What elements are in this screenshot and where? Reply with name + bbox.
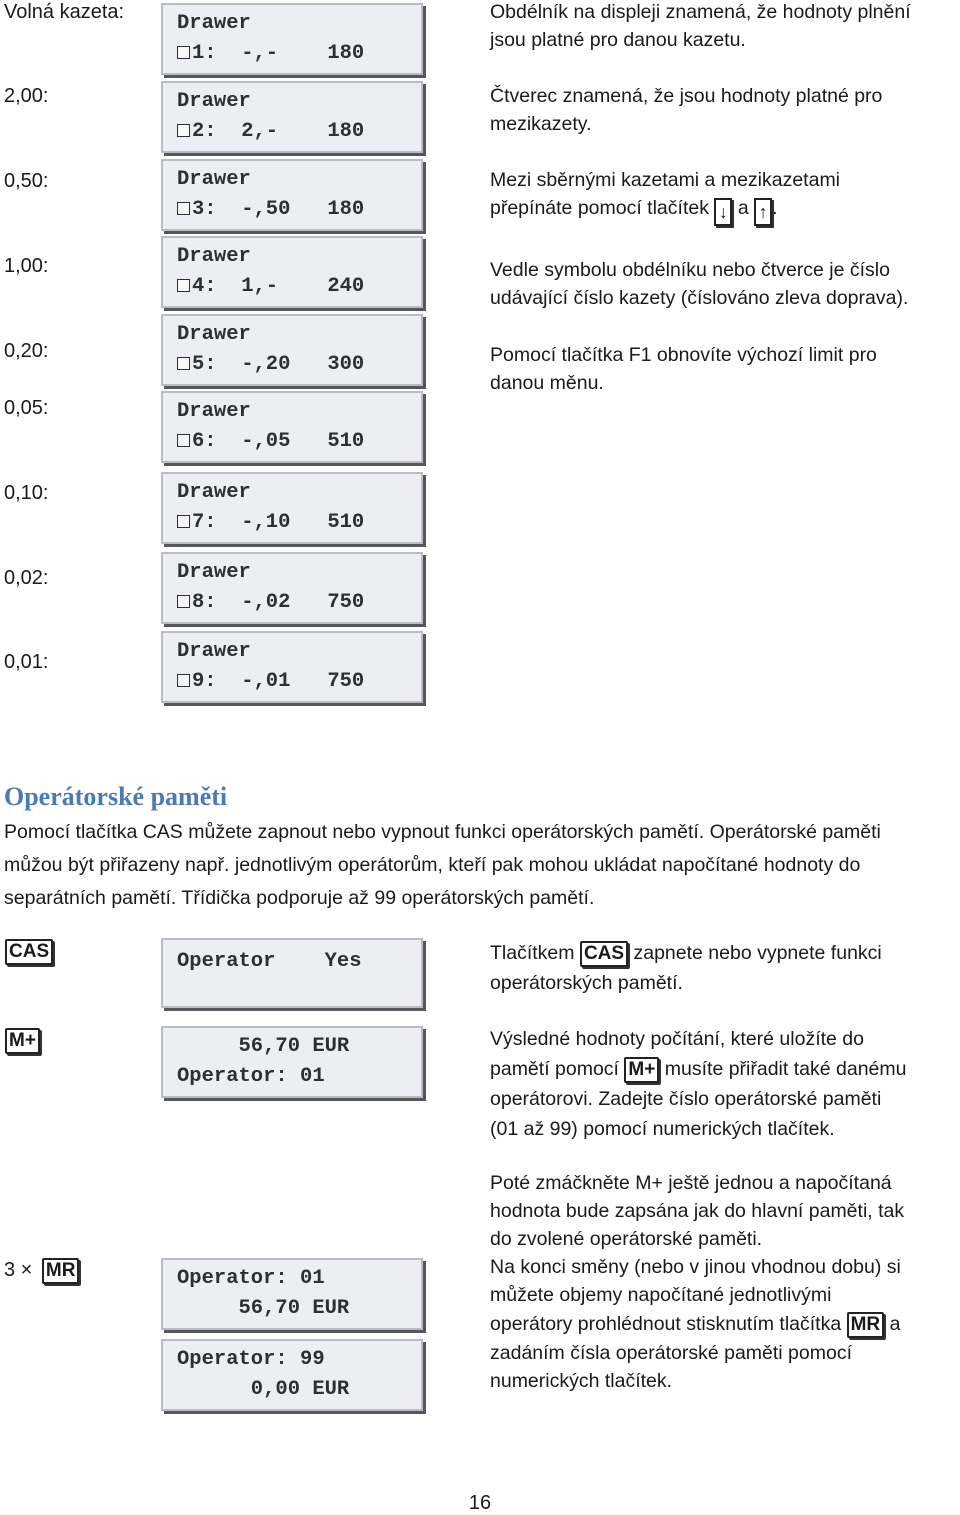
square-icon (177, 357, 190, 370)
display-line: 1: -,- 180 (192, 42, 365, 65)
note-number: Vedle symbolu obdélníku nebo čtverce je číslo udávající číslo kazety (číslováno zleva doprava). (490, 259, 909, 309)
cassette-label: 1,00: (4, 255, 49, 277)
drawer-display-2 (161, 81, 423, 153)
explanation-cas: Tlačítkem CAS zapnete nebo vypnete funkci operátorských pamětí. (490, 942, 882, 994)
display-line: Operator: 99 (177, 1348, 325, 1371)
display-line: Drawer (177, 90, 251, 113)
cassette-label: 0,50: (4, 170, 49, 192)
drawer-display-6 (161, 391, 423, 463)
drawer-display-8 (161, 552, 423, 624)
display-line: Operator: 01 (177, 1267, 325, 1290)
display-line: 3: -,50 180 (192, 198, 365, 221)
drawer-display-7 (161, 472, 423, 544)
operator-display-cas (161, 938, 423, 1008)
mplus-key-icon: M+ (624, 1057, 659, 1083)
display-line: Drawer (177, 168, 251, 191)
square-icon (177, 124, 190, 137)
square-icon (177, 434, 190, 447)
cassette-label: 0,02: (4, 567, 49, 589)
cassette-label: 2,00: (4, 85, 49, 107)
times-label: 3 × (4, 1259, 33, 1281)
display-line: Drawer (177, 561, 251, 584)
mr-key-icon: MR (847, 1312, 885, 1338)
explanation-mplus: Výsledné hodnoty počítání, které uložíte do pamětí pomocí M+ musíte přiřadit také danému operátorovi. Zadejte číslo operátorské paměti (01 až 99) pomocí numerických tlačítek. (490, 1028, 907, 1140)
display-line: 9: -,01 750 (192, 670, 365, 693)
page-number: 16 (468, 1492, 492, 1514)
note-f1: Pomocí tlačítka F1 obnovíte výchozí limit pro danou měnu. (490, 344, 877, 394)
square-icon (177, 595, 190, 608)
drawer-display-1 (161, 3, 423, 75)
cas-key-icon: CAS (580, 941, 628, 967)
cassette-label: 0,20: (4, 340, 49, 362)
display-line: 6: -,05 510 (192, 430, 365, 453)
section-heading: Operátorské paměti (4, 782, 228, 811)
mplus-key-icon: M+ (5, 1028, 40, 1054)
display-line: Drawer (177, 12, 251, 35)
cassette-label: 0,05: (4, 397, 49, 419)
display-line: 8: -,02 750 (192, 591, 365, 614)
operator-display-99 (161, 1339, 423, 1411)
display-line: 56,70 EUR (177, 1297, 350, 1320)
display-line: Operator: 01 (177, 1065, 325, 1088)
note-square: Čtverec znamená, že jsou hodnoty platné pro mezikazety. (490, 85, 883, 135)
square-icon (177, 46, 190, 59)
display-line: 4: 1,- 240 (192, 275, 365, 298)
display-line: Drawer (177, 640, 251, 663)
arrow-down-key-icon: ↓ (714, 198, 732, 226)
display-line: Drawer (177, 245, 251, 268)
display-line: Drawer (177, 323, 251, 346)
operator-display-01 (161, 1258, 423, 1330)
display-line: 0,00 EUR (177, 1378, 350, 1401)
display-line: Operator Yes (177, 950, 362, 973)
square-icon (177, 279, 190, 292)
note-rectangle: Obdélník na displeji znamená, že hodnoty plnění jsou platné pro danou kazetu. (490, 1, 911, 51)
operator-display-mplus (161, 1026, 423, 1098)
square-icon (177, 202, 190, 215)
drawer-display-3 (161, 159, 423, 231)
display-line: Drawer (177, 481, 251, 504)
display-line: 5: -,20 300 (192, 353, 365, 376)
explanation-mr: Poté zmáčkněte M+ ještě jednou a napočítaná hodnota bude zapsána jak do hlavní paměti, tak do zvolené operátorské paměti. Na konci směny (nebo v jinou vhodnou dobu) si můžete objemy napočítané jednotlivými operátory prohlédnout stisknutím tlačítka MR a zadáním čísla operátorské paměti pomocí numerických tlačítek. (490, 1172, 905, 1392)
display-line: Drawer (177, 400, 251, 423)
cas-key-icon: CAS (5, 939, 53, 965)
cassette-label: 0,01: (4, 651, 49, 673)
cassette-label-free: Volná kazeta: (4, 1, 125, 23)
mr-key-icon: MR (42, 1258, 80, 1284)
square-icon (177, 515, 190, 528)
display-line: 56,70 EUR (177, 1035, 350, 1058)
drawer-display-9 (161, 631, 423, 703)
cassette-label: 0,10: (4, 482, 49, 504)
display-line: 7: -,10 510 (192, 511, 365, 534)
drawer-display-4 (161, 236, 423, 308)
section-paragraph: Pomocí tlačítka CAS můžete zapnout nebo vypnout funkci operátorských pamětí. Operátorské paměti můžou být přiřazeny např. jednotlivým operátorům, kteří pak mohou ukládat napočítané hodnoty do separátních pamětí. Třídička podporuje až 99 operátorských pamětí. (4, 821, 881, 909)
display-line: 2: 2,- 180 (192, 120, 365, 143)
square-icon (177, 674, 190, 687)
drawer-display-5 (161, 314, 423, 386)
note-switching: Mezi sběrnými kazetami a mezikazetami přepínáte pomocí tlačítek ↓ a ↑ . (490, 166, 955, 226)
arrow-up-key-icon: ↑ (754, 198, 772, 226)
